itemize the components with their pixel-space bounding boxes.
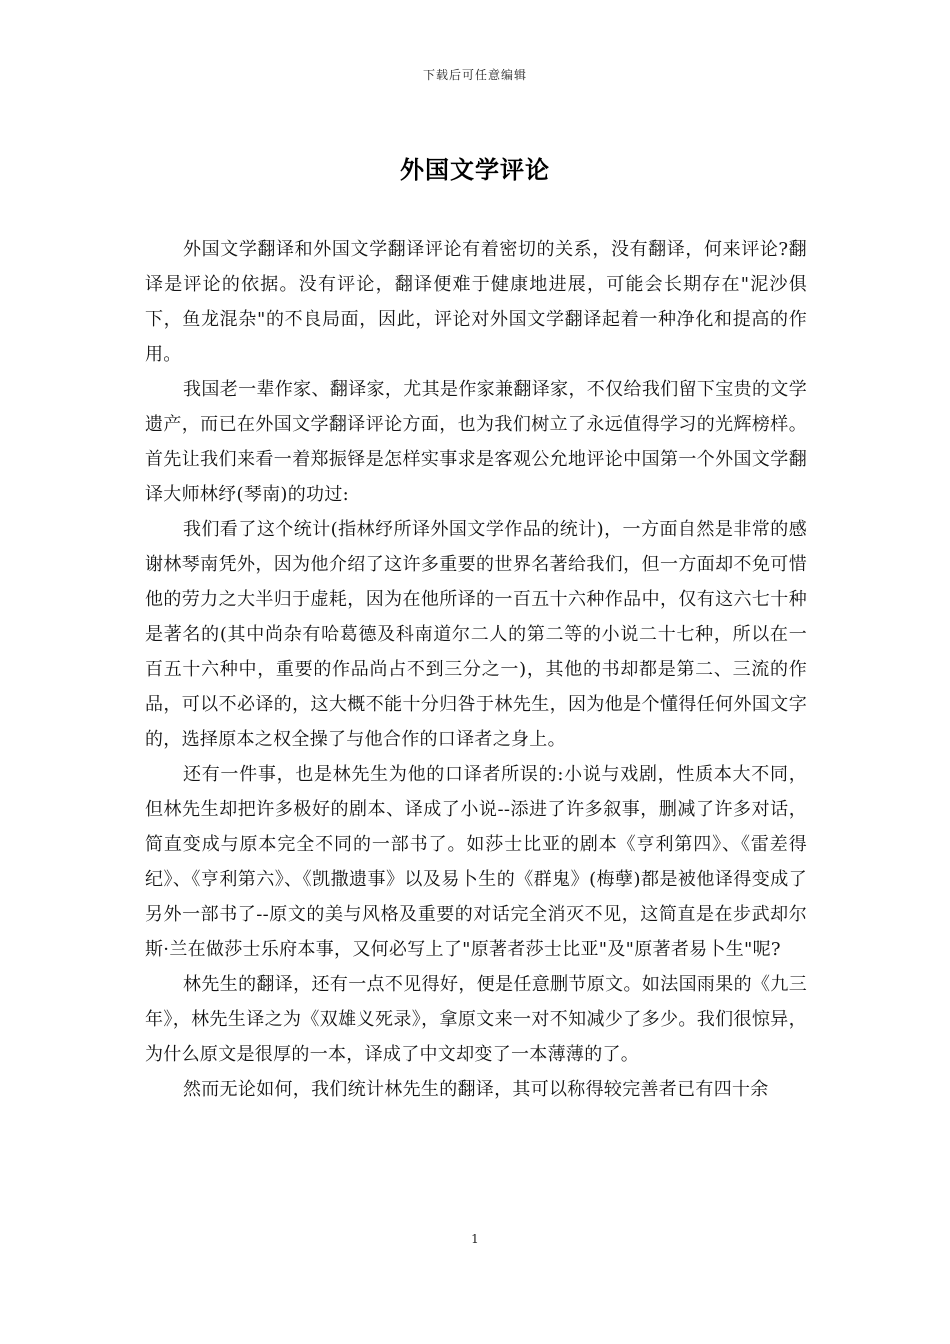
paragraph-4: 还有一件事，也是林先生为他的口译者所误的:小说与戏剧，性质本大不同，但林先生却把许多极好的剧本、译成了小说--添进了许多叙事，删减了许多对话，简直变成与原本完全不同的一部书了。如莎士比亚的剧本《亨利第四》、《雷差得纪》、《亨利第六》、《凯撒遗事》以及易卜生的《群鬼》(梅孽)都是被他译得变成了另外一部书了--原文的美与风格及重要的对话完全消灭不见，这简直是在步武却尔斯·兰在做莎士乐府本事，又何必写上了"原著者莎士比亚"及"原著者易卜生"呢? bbox=[145, 764, 807, 960]
page-number: 1 bbox=[471, 1232, 479, 1246]
paragraph-2: 我国老一辈作家、翻译家，尤其是作家兼翻译家，不仅给我们留下宝贵的文学遗产，而已在外国文学翻译评论方面，也为我们树立了永远值得学习的光辉榜样。首先让我们来看一着郑振铎是怎样实事求是客观公允地评论中国第一个外国文学翻译大师林纾(琴南)的功过: bbox=[145, 379, 807, 505]
document-title: 外国文学评论 bbox=[400, 155, 550, 184]
paragraph-5: 林先生的翻译，还有一点不见得好，便是任意删节原文。如法国雨果的《九三年》，林先生译之为《双雄义死录》，拿原文来一对不知减少了多少。我们很惊异，为什么原文是很厚的一本，译成了中文却变了一本薄薄的了。 bbox=[145, 974, 807, 1065]
body-text bbox=[145, 232, 807, 1107]
header-note: 下载后可任意编辑 bbox=[422, 68, 527, 82]
paragraph-1: 外国文学翻译和外国文学翻译评论有着密切的关系，没有翻译，何来评论?翻译是评论的依据。没有评论，翻译便难于健康地进展，可能会长期存在"泥沙俱下，鱼龙混杂"的不良局面，因此，评论对外国文学翻译起着一种净化和提高的作用。 bbox=[145, 239, 807, 365]
paragraph-6: 然而无论如何，我们统计林先生的翻译，其可以称得较完善者已有四十余 bbox=[183, 1079, 769, 1100]
paragraph-3: 我们看了这个统计(指林纾所译外国文学作品的统计)，一方面自然是非常的感谢林琴南凭外，因为他介绍了这许多重要的世界名著给我们，但一方面却不免可惜他的劳力之大半归于虚耗，因为在他所译的一百五十六种作品中，仅有这六七十种是著名的(其中尚杂有哈葛德及科南道尔二人的第二等的小说二十七种，所以在一百五十六种中，重要的作品尚占不到三分之一)，其他的书却都是第二、三流的作品，可以不必译的，这大概不能十分归咎于林先生，因为他是个懂得任何外国文字的，选择原本之权全操了与他合作的口译者之身上。 bbox=[145, 519, 807, 750]
